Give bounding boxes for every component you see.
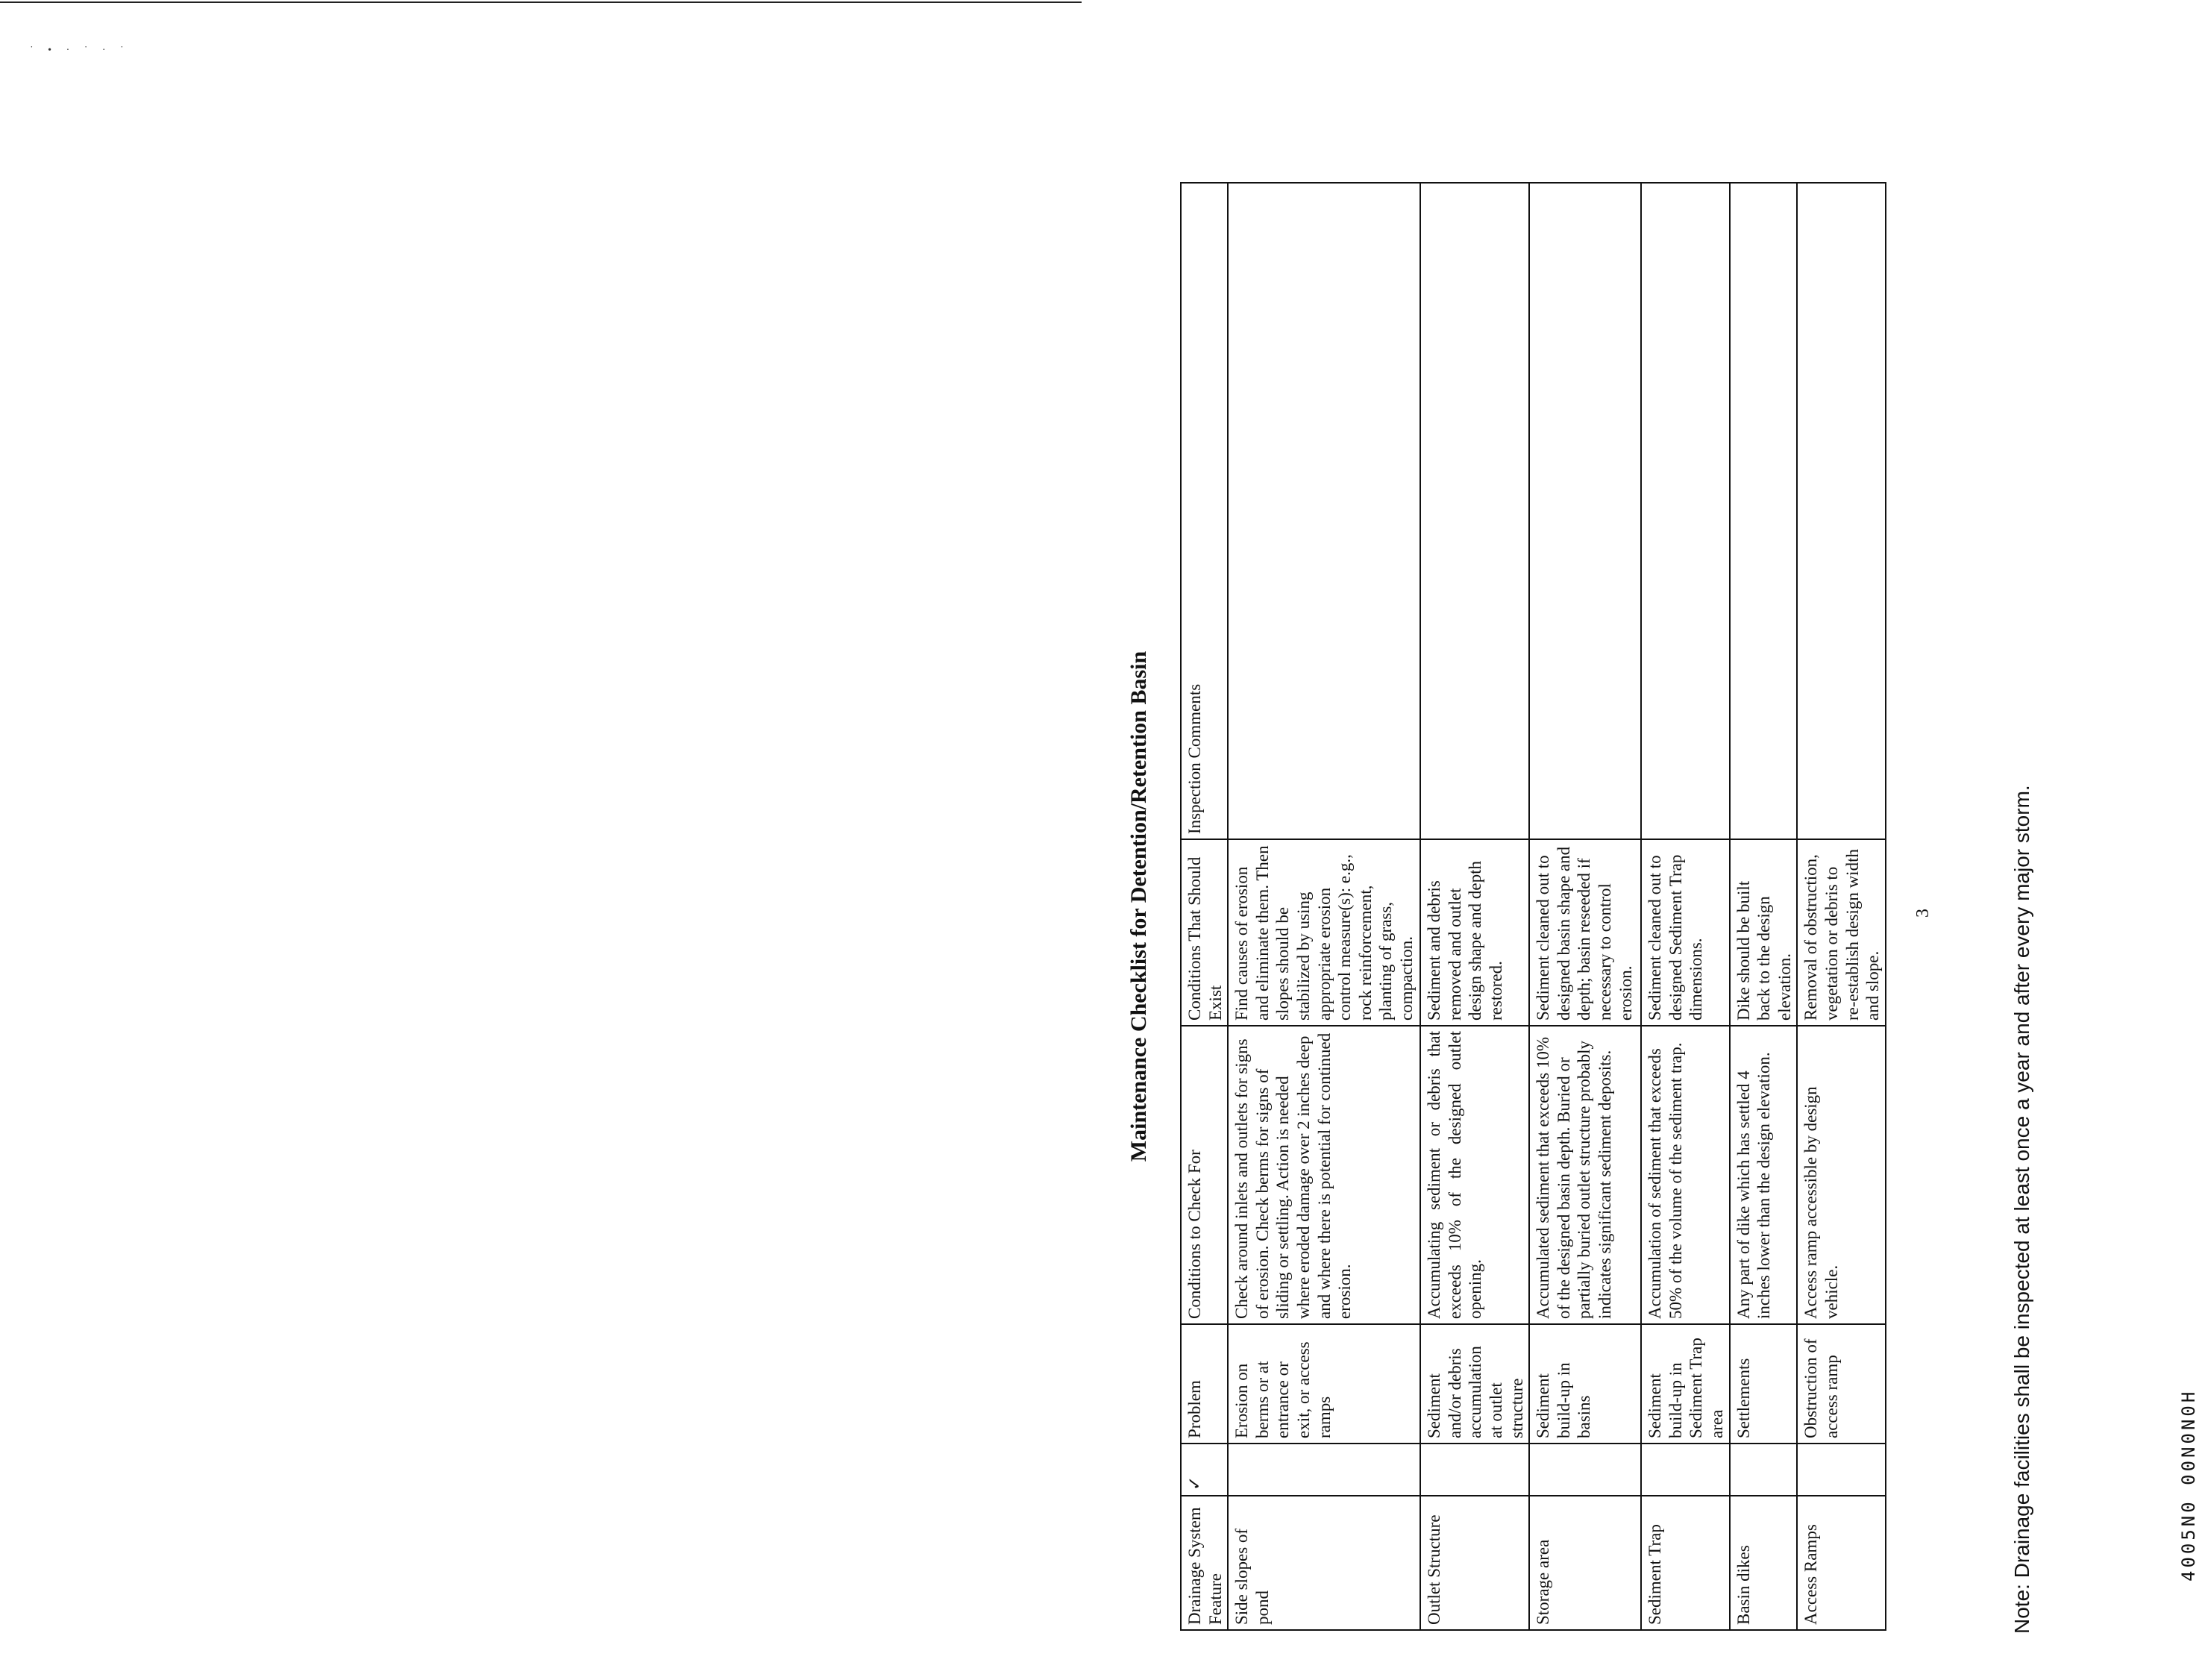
feature-cell: Side slopes of pond [1228,1496,1420,1630]
should-exist-cell: Removal of obstruction, vegetation or debris to re-establish design width and slope. [1797,839,1885,1026]
header-conditions: Conditions to Check For [1181,1026,1228,1324]
scan-top-border [0,1,1082,3]
check-cell[interactable] [1420,1444,1529,1496]
should-exist-cell: Sediment cleaned out to designed basin shape and depth; basin reseeded if necessary to control erosion. [1529,839,1641,1026]
maintenance-checklist-table [1180,182,1886,1631]
problem-cell: Obstruction of access ramp [1797,1324,1885,1444]
table-header-row [1181,183,1228,1630]
table-row [1641,183,1729,1630]
comments-cell[interactable] [1529,183,1641,839]
feature-cell: Outlet Structure [1420,1496,1529,1630]
page-number: 3 [1913,909,1933,918]
table-row [1228,183,1420,1630]
problem-cell: Erosion on berms or at entrance or exit, or access ramps [1228,1324,1420,1444]
feature-cell: Access Ramps [1797,1496,1885,1630]
table-row [1730,183,1798,1630]
check-cell[interactable] [1730,1444,1798,1496]
problem-cell: Sediment build-up in Sediment Trap area [1641,1324,1729,1444]
comments-cell[interactable] [1228,183,1420,839]
feature-cell: Sediment Trap [1641,1496,1729,1630]
should-exist-cell: Find causes of erosion and eliminate them. Then slopes should be stabilized by using appropriate erosion control measure(s): e.g., rock reinforcement, planting of grass, compaction. [1228,839,1420,1026]
check-cell[interactable] [1641,1444,1729,1496]
header-should-exist: Conditions That Should Exist [1181,839,1228,1026]
conditions-cell: Access ramp accessible by design vehicle. [1797,1026,1885,1324]
rotated-page [1119,67,2199,1634]
comments-cell[interactable] [1730,183,1798,839]
header-comments: Inspection Comments [1181,183,1228,839]
conditions-cell: Check around inlets and outlets for signs of erosion. Check berms for signs of sliding or settling. Action is needed where eroded damage over 2 inches deep and where there is potential for continued erosion. [1228,1026,1420,1324]
scan-specks: ˙ • · ˙ · ˙ [30,45,130,56]
check-cell[interactable] [1529,1444,1641,1496]
page-title: Maintenance Checklist for Detention/Retention Basin [1126,651,1151,1162]
comments-cell[interactable] [1420,183,1529,839]
should-exist-cell: Sediment and debris removed and outlet design shape and depth restored. [1420,839,1529,1026]
comments-cell[interactable] [1797,183,1885,839]
document-stamp: 4005N0 00N0N0H [2178,1388,2199,1582]
problem-cell: Settlements [1730,1324,1798,1444]
footer-note: Note: Drainage facilities shall be inspected at least once a year and after every major storm. [2010,785,2033,1634]
table-row [1797,183,1885,1630]
check-cell[interactable] [1797,1444,1885,1496]
feature-cell: Basin dikes [1730,1496,1798,1630]
conditions-cell: Any part of dike which has settled 4 inches lower than the design elevation. [1730,1026,1798,1324]
header-feature: Drainage System Feature [1181,1496,1228,1630]
should-exist-cell: Sediment cleaned out to designed Sediment Trap dimensions. [1641,839,1729,1026]
comments-cell[interactable] [1641,183,1729,839]
should-exist-cell: Dike should be built back to the design elevation. [1730,839,1798,1026]
feature-cell: Storage area [1529,1496,1641,1630]
conditions-cell: Accumulation of sediment that exceeds 50% of the volume of the sediment trap. [1641,1026,1729,1324]
conditions-cell: Accumulated sediment that exceeds 10% of the designed basin depth. Buried or partially buried outlet structure probably indicates significant sediment deposits. [1529,1026,1641,1324]
conditions-cell: Accumulating sediment or debris that exceeds 10% of the designed outlet opening. [1420,1026,1529,1324]
table-row [1420,183,1529,1630]
table-row [1529,183,1641,1630]
check-cell[interactable] [1228,1444,1420,1496]
header-problem: Problem [1181,1324,1228,1444]
header-check: ✓ [1181,1444,1228,1496]
problem-cell: Sediment build-up in basins [1529,1324,1641,1444]
problem-cell: Sediment and/or debris accumulation at outlet structure [1420,1324,1529,1444]
